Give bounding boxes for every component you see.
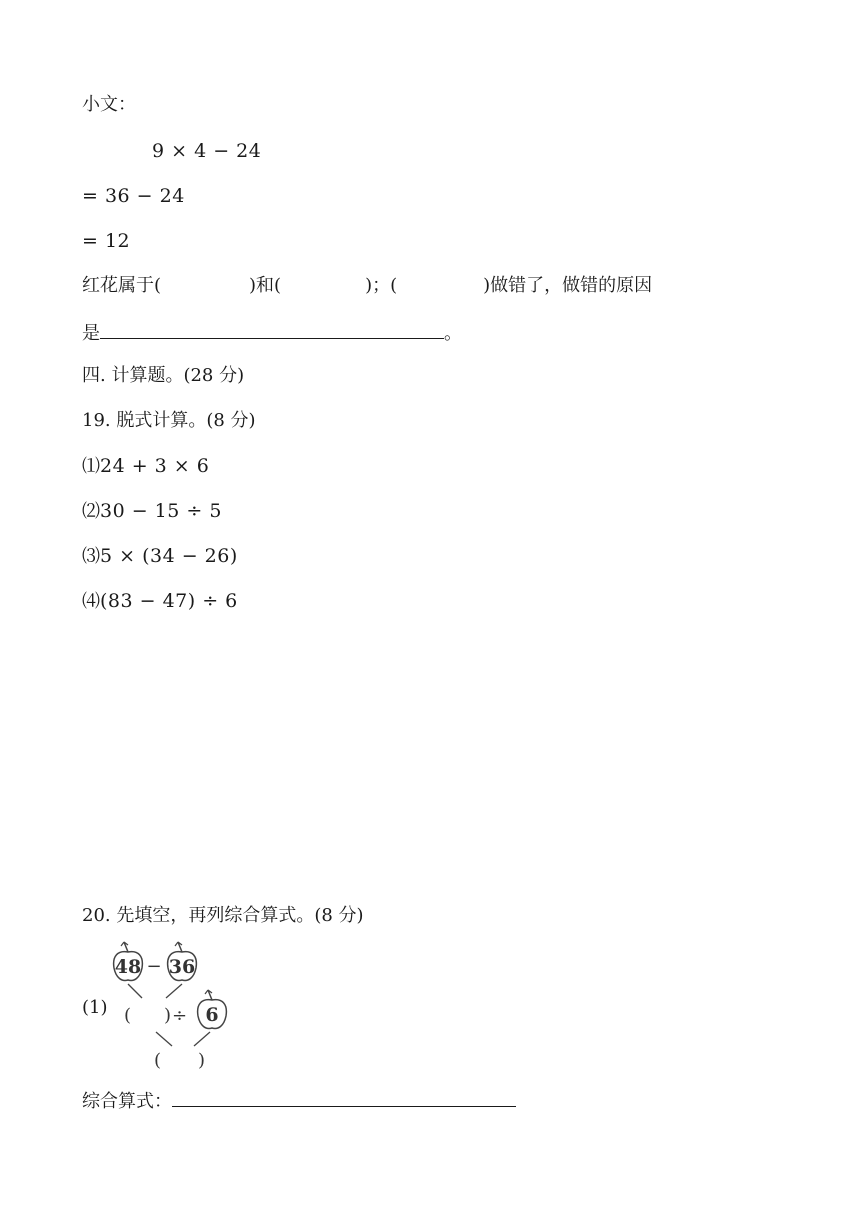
connector-line (128, 984, 142, 998)
xiaowen-step-1: 9 × 4 − 24 (152, 140, 262, 162)
q19-title: 19. 脱式计算。(8 分) (82, 410, 256, 431)
apple-36-value: 36 (168, 956, 196, 978)
q18-text-5: 是 (82, 323, 100, 344)
q19-item-2 (82, 500, 222, 523)
q19-item-4-num: ⑷ (82, 591, 100, 612)
apple-6-value: 6 (205, 1004, 219, 1026)
mid-paren-close: ) (164, 1005, 172, 1026)
q18-reason-line (82, 320, 462, 345)
minus-sign: − (146, 956, 162, 977)
connector-line (156, 1032, 172, 1046)
apple-48-icon (114, 942, 143, 981)
q20-item-num: (1) (82, 997, 108, 1018)
q18-reason-blank[interactable] (100, 320, 444, 339)
connector-line (194, 1032, 210, 1046)
q19-item-4-expr: (83 − 47) ÷ 6 (100, 590, 238, 612)
q18-fill-line (82, 275, 652, 297)
xiaowen-step-3: = 12 (82, 230, 131, 252)
q18-text-6: 。 (444, 323, 462, 344)
divide-sign: ÷ (172, 1005, 188, 1026)
apple-48-value: 48 (114, 956, 142, 978)
q20-formula-line (82, 1088, 516, 1113)
section-4-title: 四. 计算题。(28 分) (82, 365, 245, 386)
q19-item-1 (82, 455, 209, 478)
q19-item-3-num: ⑶ (82, 546, 100, 567)
q19-item-2-num: ⑵ (82, 501, 100, 522)
q18-text-1: 红花属于( (82, 275, 162, 296)
connector-line (166, 984, 182, 998)
q18-text-2: )和( (249, 275, 282, 296)
q18-text-4: )做错了，做错的原因 (483, 275, 653, 296)
q19-item-2-expr: 30 − 15 ÷ 5 (100, 500, 222, 522)
bottom-paren-open: ( (154, 1050, 162, 1071)
apple-calc-diagram (110, 938, 250, 1078)
q20-title: 20. 先填空，再列综合算式。(8 分) (82, 905, 364, 926)
q19-item-3-expr: 5 × (34 − 26) (100, 545, 238, 567)
q19-item-3 (82, 545, 238, 568)
bottom-paren-close: ) (198, 1050, 206, 1071)
q19-item-1-expr: 24 + 3 × 6 (100, 455, 210, 477)
q19-item-1-num: ⑴ (82, 456, 100, 477)
apple-6-icon (198, 990, 227, 1029)
mid-paren-open: ( (124, 1005, 132, 1026)
q20-formula-label: 综合算式： (82, 1091, 172, 1112)
q19-item-4 (82, 590, 238, 613)
apple-36-icon (168, 942, 197, 981)
q20-formula-blank[interactable] (172, 1088, 516, 1107)
q18-text-3: )；( (365, 275, 398, 296)
xiaowen-step-2: = 36 − 24 (82, 185, 185, 207)
xiaowen-label: 小文： (82, 94, 136, 115)
